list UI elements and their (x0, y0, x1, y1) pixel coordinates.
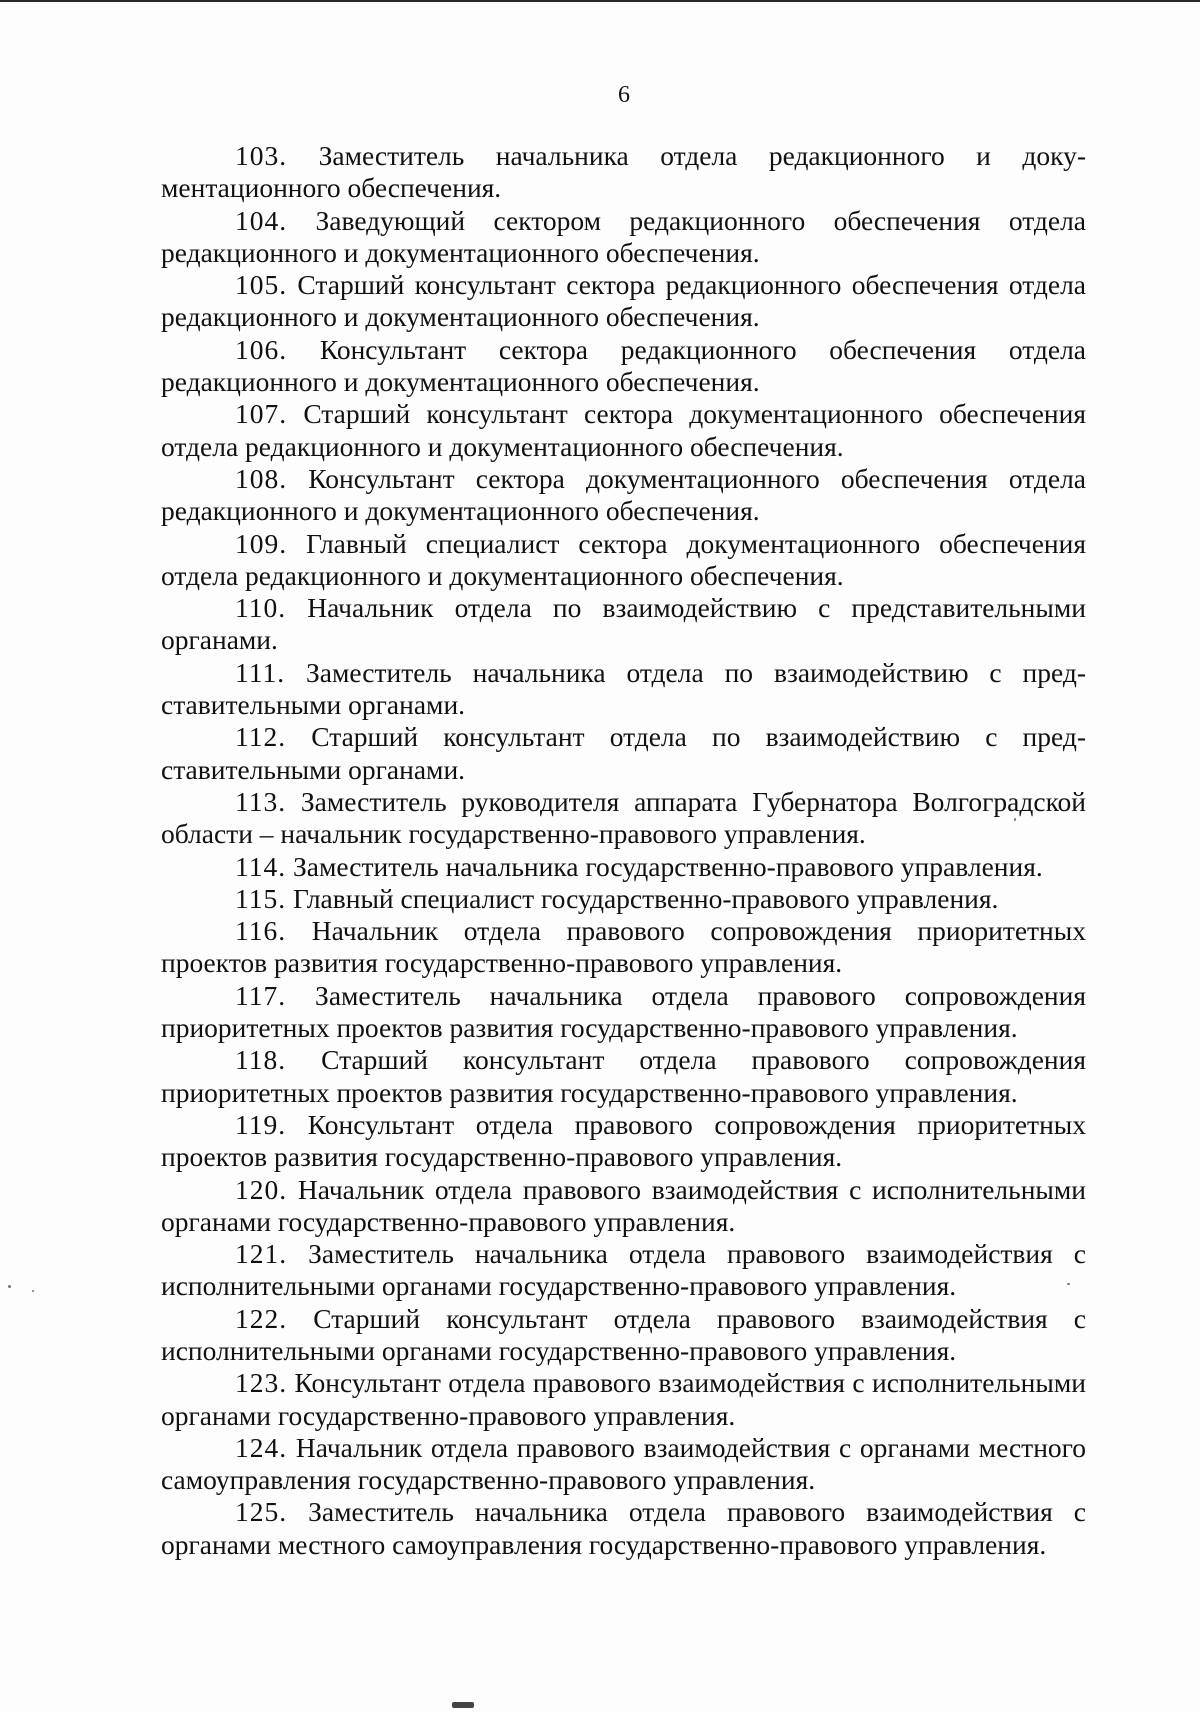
item-text: Начальник отдела правового сопровождения приоритетных проектов развития государственно-правового управления. (161, 915, 1087, 979)
item-text: Заведующий сектором редакционного обеспечения отдела редакционного и документационного обеспечения. (161, 204, 1086, 268)
item-number: 124. (235, 1431, 288, 1463)
item-number: 110. (235, 592, 287, 624)
item-text: Старший консультант отдела по взаимодействию с представительными органами. (161, 721, 1086, 785)
scan-edge (0, 0, 1200, 2)
item-number: 114. (235, 850, 287, 882)
scan-speck (1014, 818, 1016, 821)
item-text: Заместитель начальника отдела правового взаимодействия с органами местного самоуправления государственно-правового управления. (161, 1496, 1087, 1560)
item-number: 111. (235, 656, 286, 688)
list-item (161, 851, 1086, 883)
list-item (161, 1044, 1086, 1109)
scan-speck (1067, 1283, 1070, 1285)
list-item (161, 140, 1086, 205)
list-item (161, 1367, 1086, 1432)
item-text: Начальник отдела по взаимодействию с представительными органами. (161, 592, 1086, 656)
item-text: Заместитель начальника отдела правового взаимодействия с исполнительными органами государственно-правового управления. (161, 1238, 1087, 1302)
list-item (161, 883, 1086, 915)
item-number: 112. (235, 721, 287, 753)
scan-speck (32, 1290, 34, 1292)
scan-mark (452, 1702, 474, 1708)
list-item (161, 915, 1086, 980)
item-text: Заместитель начальника государственно-правового управления. (292, 850, 1043, 882)
item-text: Начальник отдела правового взаимодействия с органами местного самоуправления государственно-правового управления. (161, 1431, 1086, 1496)
item-number: 113. (235, 785, 287, 817)
item-text: Заместитель руководителя аппарата Губернатора Волгоградской области – начальник государственно-правового управления. (161, 785, 1087, 850)
item-number: 117. (235, 979, 287, 1011)
document-body (161, 140, 1086, 1561)
item-text: Главный специалист государственно-правового управления. (292, 882, 999, 914)
item-text: Старший консультант отдела правового сопровождения приоритетных проектов развития государственно-правового управления. (161, 1044, 1086, 1108)
item-text: Старший консультант сектора редакционного обеспечения отдела редакционного и документационного обеспечения. (161, 269, 1086, 333)
item-text: Старший консультант отдела правового взаимодействия с исполнительными органами государственно-правового управления. (161, 1302, 1086, 1366)
item-number: 118. (235, 1044, 287, 1076)
item-text: Заместитель начальника отдела по взаимодействию с представительными органами. (161, 656, 1087, 721)
list-item (161, 463, 1086, 528)
list-item (161, 1238, 1086, 1303)
list-item (161, 1174, 1086, 1239)
list-item (161, 334, 1086, 399)
list-item (161, 1496, 1086, 1561)
list-item (161, 398, 1086, 463)
item-text: Главный специалист сектора документационного обеспечения отдела редакционного и документационного обеспечения. (161, 527, 1086, 591)
page-number: 6 (618, 82, 630, 108)
item-number: 125. (235, 1496, 288, 1528)
item-text: Консультант сектора редакционного обеспечения отдела редакционного и документационного обеспечения. (161, 333, 1087, 398)
item-number: 120. (235, 1173, 288, 1205)
list-item (161, 786, 1086, 851)
scan-speck (8, 1285, 11, 1288)
item-number: 108. (235, 462, 288, 494)
list-item (161, 528, 1086, 593)
item-number: 123. (235, 1367, 288, 1399)
item-number: 121. (235, 1238, 288, 1270)
list-item (161, 980, 1086, 1045)
item-number: 119. (235, 1108, 287, 1140)
item-number: 107. (235, 398, 288, 430)
item-number: 115. (235, 882, 287, 914)
item-text: Консультант отдела правового сопровождения приоритетных проектов развития государственно-правового управления. (161, 1108, 1087, 1173)
item-text: Консультант сектора документационного обеспечения отдела редакционного и документационного обеспечения. (161, 462, 1087, 527)
list-item (161, 592, 1086, 657)
list-item (161, 657, 1086, 722)
item-number: 106. (235, 333, 288, 365)
item-number: 116. (235, 915, 287, 947)
item-text: Начальник отдела правового взаимодействия с исполнительными органами государственно-правового управления. (161, 1173, 1087, 1237)
list-item (161, 1109, 1086, 1174)
item-number: 109. (235, 527, 288, 559)
list-item (161, 721, 1086, 786)
list-item (161, 1303, 1086, 1368)
item-text: Заместитель начальника отдела правового сопровождения приоритетных проектов развития государственно-правового управления. (161, 979, 1087, 1044)
item-text: Заместитель начальника отдела редакционного и документационного обеспечения. (161, 140, 1087, 204)
item-number: 105. (235, 269, 288, 301)
list-item (161, 1432, 1086, 1497)
item-text: Консультант отдела правового взаимодействия с исполнительными органами государственно-правового управления. (161, 1367, 1086, 1431)
list-item (161, 205, 1086, 270)
item-number: 122. (235, 1302, 288, 1334)
item-number: 104. (235, 204, 288, 236)
item-text: Старший консультант сектора документационного обеспечения отдела редакционного и документационного обеспечения. (161, 398, 1086, 462)
list-item (161, 269, 1086, 334)
item-number: 103. (235, 140, 288, 171)
